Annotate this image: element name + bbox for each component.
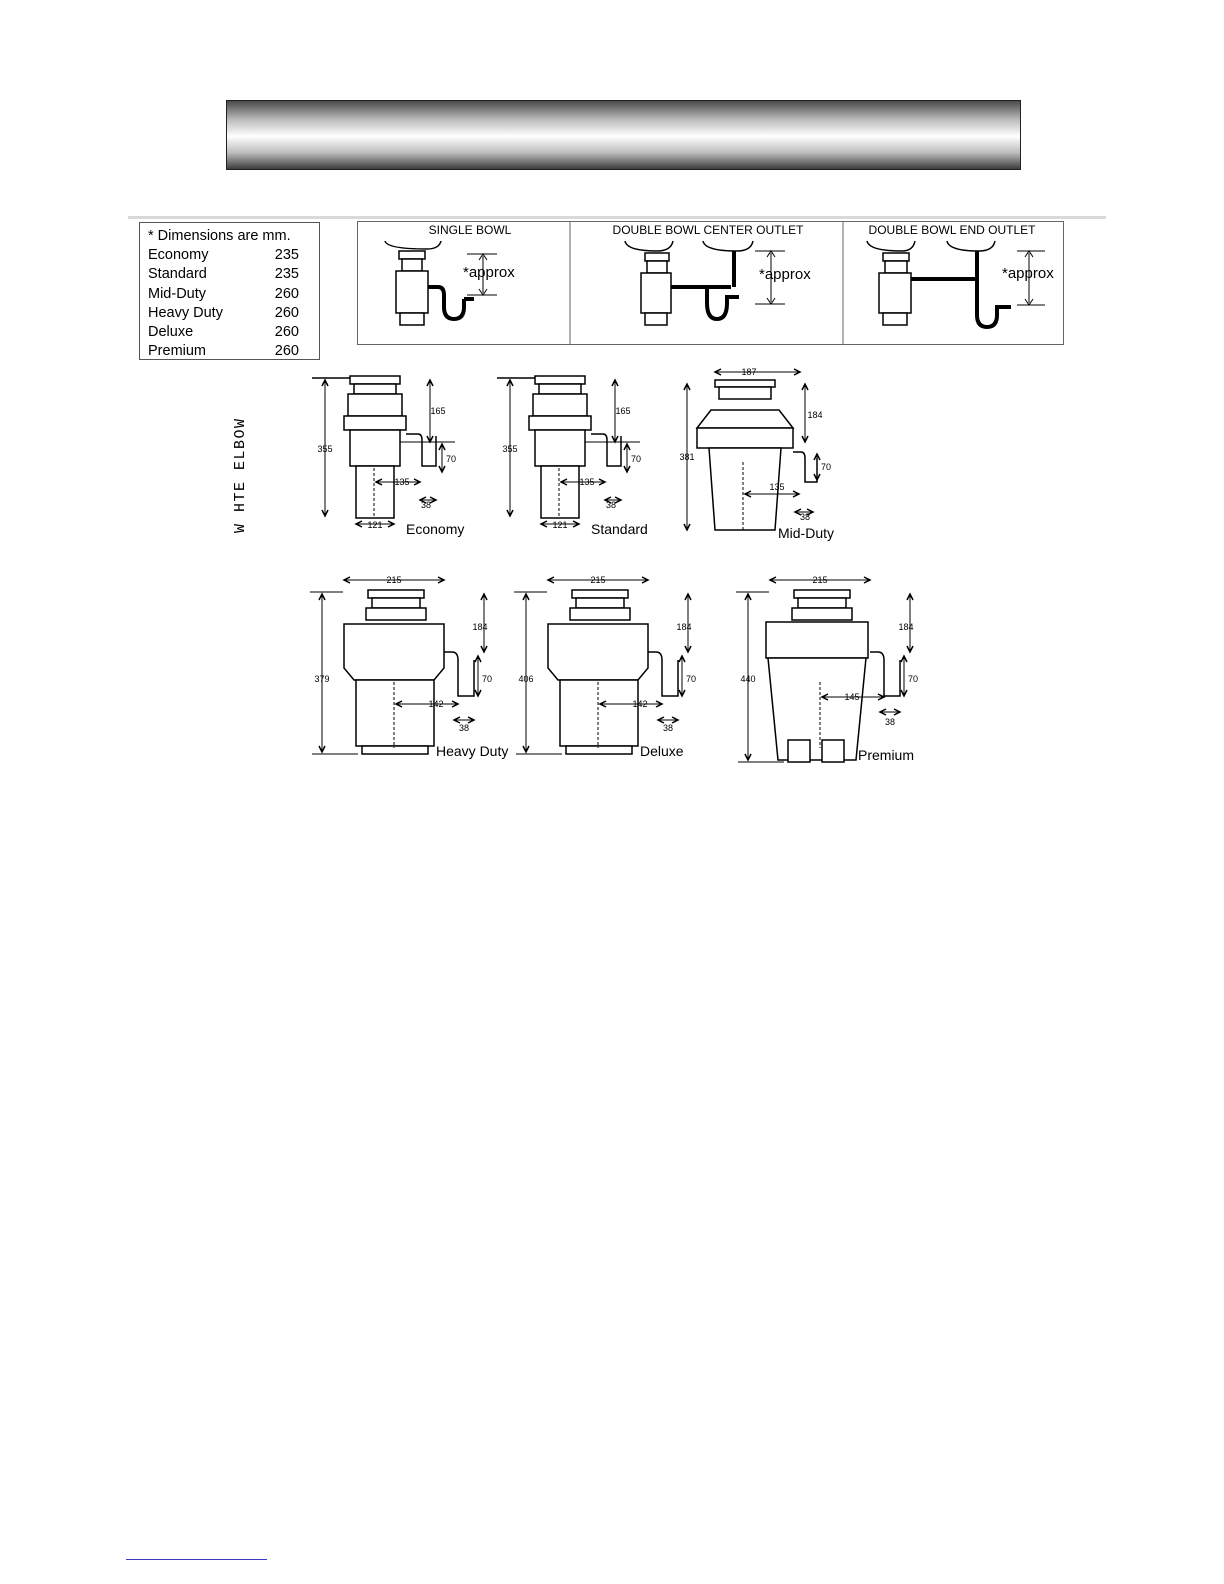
dimension-row [148,323,311,342]
model-name: Deluxe [148,324,194,341]
outlet-label: 70 [821,462,832,472]
pipe-label: 38 [458,723,470,733]
approx-note: *approx [463,264,515,281]
model-caption: Standard [591,521,648,537]
model-value: 260 [274,324,299,341]
dimension-row [148,304,311,323]
width-label: 215 [812,575,828,585]
outlet-label: 70 [686,674,697,684]
model-value: 235 [274,266,299,283]
height-label: 379 [314,674,330,684]
dimension-row [148,265,311,284]
top-height-label: 184 [807,410,823,420]
model-value: 260 [274,304,299,321]
top-height-label: 165 [615,406,631,416]
model-name: Mid-Duty [148,285,207,302]
installation-diagrams [357,221,1065,347]
model-name: Economy [148,247,209,264]
panel-title: SINGLE BOWL [428,223,512,237]
footnote-rule [126,1559,267,1560]
height-label: 355 [502,444,518,454]
height-label: 406 [518,674,534,684]
approx-note: *approx [1002,265,1054,282]
outlet-label: 70 [482,674,493,684]
unit-diagram-deluxe [512,570,707,765]
height-label: 440 [740,674,756,684]
divider-rule [128,216,1106,219]
height-label: 355 [317,444,333,454]
height-label: 381 [679,452,695,462]
pipe-label: 38 [799,512,811,522]
outlet-label: 70 [908,674,919,684]
unit-diagram-mid-duty [675,362,850,544]
model-name: Heavy Duty [148,304,223,321]
offset-label: 142 [428,699,444,709]
unit-diagram-premium [734,570,919,770]
unit-diagram-heavy-duty [308,570,513,765]
model-caption: Premium [858,747,915,763]
dimension-row [148,342,311,361]
top-height-label: 184 [472,622,488,632]
top-height-label: 184 [898,622,914,632]
width-label: 121 [552,520,568,530]
model-caption: Deluxe [640,743,684,759]
pipe-label: 38 [605,500,617,510]
offset-label: 135 [394,477,410,487]
width-label: 215 [590,575,606,585]
offset-label: 135 [579,477,595,487]
outlet-label: 70 [446,454,457,464]
pipe-label: 38 [662,723,674,733]
offset-label: 135 [769,482,785,492]
dimension-row [148,246,311,265]
title-banner [226,100,1021,170]
unit-diagram-standard [495,372,665,544]
approx-note: *approx [759,266,811,283]
panel-title: DOUBLE BOWL CENTER OUTLET [612,223,804,237]
unit-diagram-economy [310,372,480,544]
model-name: Premium [148,343,207,360]
model-caption: Mid-Duty [778,525,835,541]
top-height-label: 184 [676,622,692,632]
offset-label: 142 [632,699,648,709]
panel-title: DOUBLE BOWL END OUTLET [868,223,1036,237]
width-label: 215 [386,575,402,585]
width-label: 187 [741,367,757,377]
model-caption: Heavy Duty [436,743,509,759]
model-name: Standard [148,266,207,283]
pipe-label: 38 [420,500,432,510]
dimension-row [148,285,311,304]
outlet-label: 70 [631,454,642,464]
model-value: 260 [274,343,299,360]
offset-label: 145 [844,692,860,702]
dimensions-heading: * Dimensions are mm. [148,228,291,244]
model-caption: Economy [406,521,465,537]
model-value: 260 [274,285,299,302]
width-label: 121 [367,520,383,530]
side-label: W HTE ELBOW [232,417,249,533]
dimensions-note-box [139,222,320,360]
pipe-label: 38 [884,717,896,727]
model-value: 235 [274,247,299,264]
top-height-label: 165 [430,406,446,416]
